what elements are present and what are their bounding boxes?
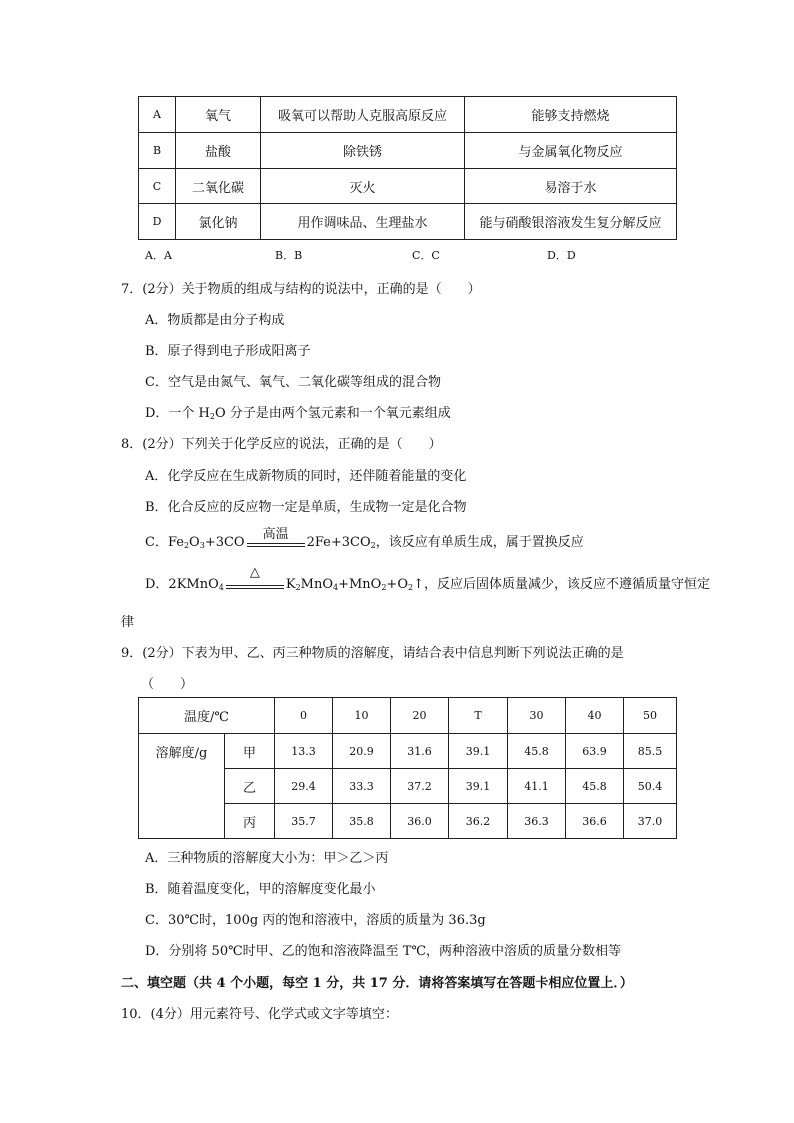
q7-option-a[interactable]: A．物质都是由分子构成 — [145, 313, 285, 328]
property-cell: 能够支持燃烧 — [465, 97, 677, 133]
q7-option-d[interactable]: D．一个 $H_2O$ 分子是由两个氢元素和一个氧元素组成 — [145, 406, 451, 421]
temp-cell: 0 — [275, 698, 333, 734]
value-cell: 13.3 — [275, 734, 333, 769]
option-d[interactable]: D．D — [547, 249, 576, 262]
temp-cell: 30 — [508, 698, 566, 734]
option-cell: A — [139, 97, 176, 133]
temp-cell: 40 — [566, 698, 624, 734]
table-row — [139, 97, 677, 133]
temp-cell: T — [449, 698, 508, 734]
question-10-stem: 10．(4分）用元素符号、化学式或文字等填空： — [121, 1007, 398, 1022]
use-cell: 灭火 — [261, 169, 465, 204]
value-cell: 50.4 — [624, 769, 677, 804]
q7-option-c[interactable]: C．空气是由氮气、氧气、二氧化碳等组成的混合物 — [145, 375, 441, 390]
option-cell: D — [139, 204, 176, 240]
value-cell: 37.0 — [624, 804, 677, 839]
option-cell: C — [139, 169, 176, 204]
solubility-table — [138, 697, 677, 839]
question-9-stem: 9．(2分）下表为甲、乙、丙三种物质的溶解度，请结合表中信息判断下列说法正确的是 — [121, 646, 624, 661]
q9-option-d[interactable]: D．分别将 50℃时甲、乙的饱和溶液降温至 T℃，两种溶液中溶质的质量分数相等 — [145, 944, 621, 959]
temp-cell: 20 — [391, 698, 449, 734]
temp-header: 温度/℃ — [139, 698, 275, 734]
value-cell: 35.7 — [275, 804, 333, 839]
substance-cell: 二氧化碳 — [176, 169, 261, 204]
q8-option-d-wrap: 律 — [121, 615, 135, 630]
q9-option-a[interactable]: A．三种物质的溶解度大小为：甲＞乙＞丙 — [145, 851, 389, 866]
q9-option-b[interactable]: B．随着温度变化，甲的溶解度变化最小 — [145, 882, 376, 897]
option-a[interactable]: A．A — [145, 249, 172, 262]
table-row — [139, 133, 677, 169]
temp-cell: 10 — [333, 698, 391, 734]
option-cell: B — [139, 133, 176, 169]
q8-option-c[interactable]: C．$Fe_2O_3+3CO$ 高温 $2Fe+3CO_2$，该反应有单质生成，属于置换反应 — [145, 531, 584, 550]
q7-option-b[interactable]: B．原子得到电子形成阳离子 — [145, 344, 311, 359]
value-cell: 29.4 — [275, 769, 333, 804]
substance-cell: 氧气 — [176, 97, 261, 133]
value-cell: 39.1 — [449, 734, 508, 769]
value-cell: 36.6 — [566, 804, 624, 839]
property-cell: 能与硝酸银溶液发生复分解反应 — [465, 204, 677, 240]
option-b[interactable]: B．B — [275, 249, 303, 262]
heat-symbol: △ — [249, 564, 260, 580]
use-cell: 除铁锈 — [261, 133, 465, 169]
value-cell: 35.8 — [333, 804, 391, 839]
substance-cell: 氯化钠 — [176, 204, 261, 240]
temp-cell: 50 — [624, 698, 677, 734]
value-cell: 37.2 — [391, 769, 449, 804]
table-row — [139, 734, 677, 769]
property-cell: 易溶于水 — [465, 169, 677, 204]
table-row — [139, 698, 677, 734]
use-cell: 吸氧可以帮助人克服高原反应 — [261, 97, 465, 133]
value-cell: 41.1 — [508, 769, 566, 804]
substance-table — [138, 96, 677, 240]
substance-cell: 盐酸 — [176, 133, 261, 169]
table-row — [139, 204, 677, 240]
substance-cell: 甲 — [225, 734, 275, 769]
value-cell: 36.2 — [449, 804, 508, 839]
value-cell: 39.1 — [449, 769, 508, 804]
value-cell: 85.5 — [624, 734, 677, 769]
value-cell: 31.6 — [391, 734, 449, 769]
reaction-condition: 高温 — [262, 526, 289, 542]
option-c[interactable]: C．C — [412, 249, 440, 262]
value-cell: 63.9 — [566, 734, 624, 769]
gas-arrow-icon: ↑ — [413, 577, 424, 592]
value-cell: 45.8 — [566, 769, 624, 804]
q8-option-d[interactable]: D．2KMnO$_4$ △ $K_2MnO_4+MnO_2+O_2↑$，反应后固体质量减少，该反应不遵循质量守恒定 — [145, 564, 710, 592]
solubility-label: 溶解度/g — [139, 734, 225, 839]
substance-cell: 丙 — [225, 804, 275, 839]
q8-option-a[interactable]: A．化学反应在生成新物质的同时，还伴随着能量的变化 — [145, 469, 467, 484]
equals-sign — [247, 526, 305, 550]
value-cell: 36.0 — [391, 804, 449, 839]
question-8-stem: 8．(2分）下列关于化学反应的说法，正确的是（ ） — [121, 437, 442, 452]
substance-cell: 乙 — [225, 769, 275, 804]
value-cell: 20.9 — [333, 734, 391, 769]
equals-sign — [226, 564, 284, 592]
use-cell: 用作调味品、生理盐水 — [261, 204, 465, 240]
property-cell: 与金属氧化物反应 — [465, 133, 677, 169]
value-cell: 36.3 — [508, 804, 566, 839]
value-cell: 45.8 — [508, 734, 566, 769]
q9-option-c[interactable]: C．30℃时，100g 丙的饱和溶液中，溶质的质量为 36.3g — [145, 913, 486, 928]
section-2-title: 二、填空题（共 4 个小题，每空 1 分，共 17 分．请将答案填写在答题卡相应位置上．） — [121, 976, 633, 991]
question-7-stem: 7．(2分）关于物质的组成与结构的说法中，正确的是（ ） — [121, 282, 481, 297]
table-row — [139, 169, 677, 204]
answer-paren: （ ） — [141, 677, 194, 692]
q8-option-b[interactable]: B．化合反应的反应物一定是单质，生成物一定是化合物 — [145, 500, 467, 515]
value-cell: 33.3 — [333, 769, 391, 804]
